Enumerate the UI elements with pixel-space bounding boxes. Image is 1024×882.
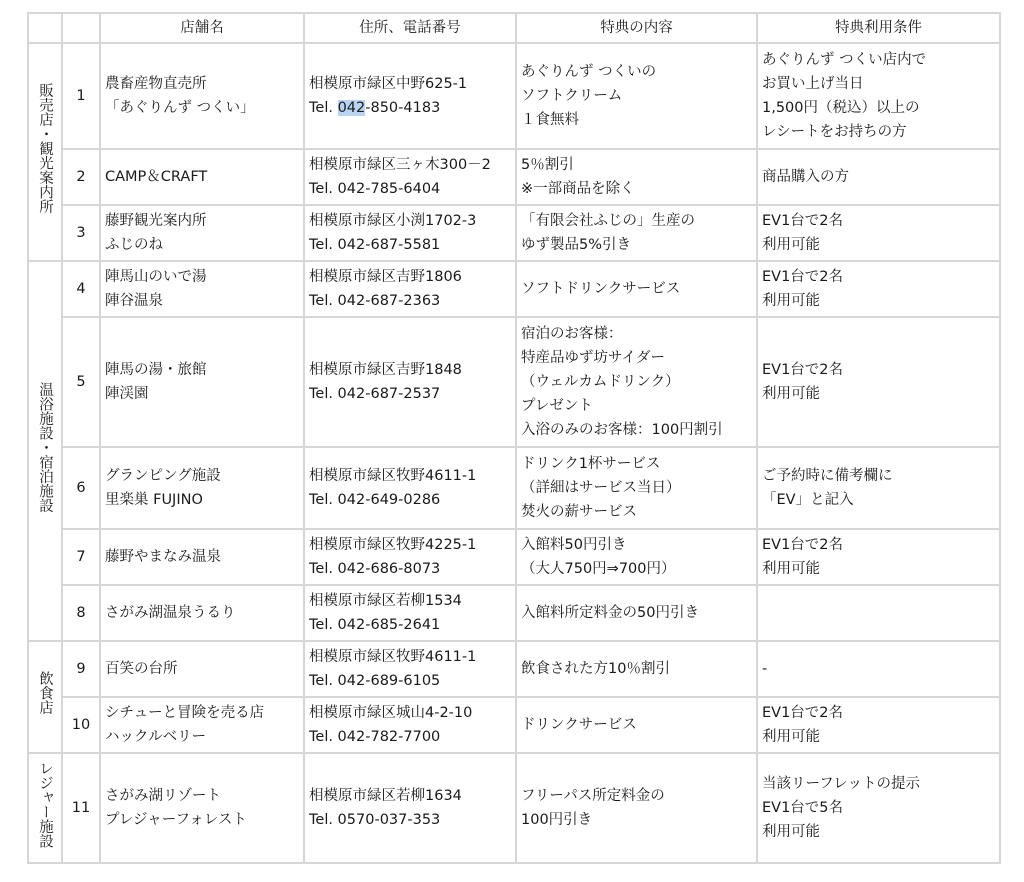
table-row [28, 753, 1000, 863]
phone-text: Tel. 0570-037-353 [309, 812, 441, 828]
conditions-cell [757, 753, 1000, 863]
address-text: 相模原市緑区吉野1806 [309, 269, 462, 285]
conditions-cell [757, 447, 1000, 529]
address-phone-cell [304, 641, 516, 697]
benefit-line: １食無料 [521, 112, 579, 128]
store-name-line: 「あぐりんず つくい」 [105, 100, 255, 116]
category-cell [28, 261, 62, 641]
store-name-cell [100, 641, 304, 697]
benefit-line: フリーパス所定料金の [521, 788, 665, 804]
row-number: 3 [62, 205, 100, 261]
benefit-line: 入館料50円引き [521, 537, 627, 553]
benefit-cell [516, 641, 757, 697]
store-name-line: グランピング施設 [105, 468, 221, 484]
benefit-line: 入浴のみのお客様：100円割引 [521, 422, 723, 438]
address-text: 相模原市緑区若柳1634 [309, 788, 462, 804]
benefit-line: 飲食された方10％割引 [521, 661, 670, 677]
benefit-line: 100円引き [521, 812, 593, 828]
table-row [28, 641, 1000, 697]
store-name-line: 陣馬の湯・旅館 [105, 362, 207, 378]
benefit-cell [516, 261, 757, 317]
phone-text: Tel. 042-649-0286 [309, 492, 441, 508]
benefit-line: プレゼント [521, 398, 593, 414]
store-name-line: 陣渓園 [105, 386, 149, 402]
row-number: 6 [62, 447, 100, 529]
store-name-line: 陣馬山のいで湯 [105, 269, 207, 285]
phone-text: Tel. 042-689-6105 [309, 673, 441, 689]
benefit-line: 特産品ゆず坊サイダー [521, 350, 665, 366]
store-name-cell [100, 43, 304, 149]
conditions-cell [757, 585, 1000, 641]
table-row [28, 43, 1000, 149]
conditions-cell [757, 205, 1000, 261]
table-row [28, 261, 1000, 317]
benefit-line: ドリンクサービス [521, 717, 637, 733]
phone-text: Tel. 042-782-7700 [309, 729, 441, 745]
phone-rest: -850-4183 [365, 100, 441, 116]
conditions-cell [757, 697, 1000, 753]
conditions-cell [757, 641, 1000, 697]
row-number: 1 [62, 43, 100, 149]
conditions-line: 利用可能 [762, 386, 820, 402]
table-row [28, 697, 1000, 753]
store-name-line: 百笑の台所 [105, 661, 178, 677]
table-row [28, 447, 1000, 529]
header-conditions: 特典利用条件 [757, 13, 1000, 43]
benefit-cell [516, 585, 757, 641]
conditions-line: 当該リーフレットの提示 [762, 776, 921, 792]
table-row [28, 529, 1000, 585]
header-address-phone: 住所、電話番号 [304, 13, 516, 43]
address-text: 相模原市緑区牧野4225-1 [309, 537, 477, 553]
phone-selected-text: 042 [337, 100, 366, 116]
conditions-line: EV1台で2名 [762, 705, 844, 721]
address-phone-cell [304, 205, 516, 261]
category-label: 温浴施設・宿泊施設 [37, 381, 53, 513]
conditions-line: - [762, 661, 768, 677]
conditions-line: 利用可能 [762, 561, 820, 577]
conditions-cell [757, 43, 1000, 149]
conditions-line: 利用可能 [762, 237, 820, 253]
conditions-cell [757, 317, 1000, 447]
store-name-cell [100, 529, 304, 585]
address-phone-cell [304, 261, 516, 317]
conditions-line: EV1台で2名 [762, 269, 844, 285]
address-phone-cell [304, 529, 516, 585]
benefit-line: 5％割引 [521, 157, 574, 173]
benefit-cell [516, 753, 757, 863]
table-row [28, 205, 1000, 261]
address-text: 相模原市緑区小渕1702-3 [309, 213, 477, 229]
store-name-line: CAMP＆CRAFT [105, 169, 208, 185]
category-cell [28, 753, 62, 863]
store-name-line: プレジャーフォレスト [105, 812, 247, 828]
header-row [28, 13, 1000, 43]
benefits-table [27, 12, 1001, 864]
phone-text: Tel. 042-687-5581 [309, 237, 441, 253]
phone-text: Tel. 042-785-6404 [309, 181, 441, 197]
benefit-line: （ウェルカムドリンク） [521, 374, 680, 390]
conditions-line: 利用可能 [762, 293, 820, 309]
store-name-line: さがみ湖温泉うるり [105, 605, 236, 621]
benefit-line: 宿泊のお客様： [521, 326, 623, 342]
address-phone-cell [304, 753, 516, 863]
conditions-line: 「EV」と記入 [762, 492, 854, 508]
row-number: 2 [62, 149, 100, 205]
conditions-line: レシートをお持ちの方 [762, 124, 907, 140]
benefit-line: ソフトクリーム [521, 88, 623, 104]
address-text: 相模原市緑区吉野1848 [309, 362, 462, 378]
store-name-line: ハックルベリー [105, 729, 207, 745]
conditions-cell [757, 149, 1000, 205]
store-name-line: 藤野観光案内所 [105, 213, 207, 229]
benefit-line: ドリンク1杯サービス [521, 456, 661, 472]
header-number [62, 13, 100, 43]
store-name-cell [100, 585, 304, 641]
table-row [28, 317, 1000, 447]
row-number: 8 [62, 585, 100, 641]
address-text: 相模原市緑区中野625-1 [309, 76, 468, 92]
category-cell [28, 641, 62, 753]
header-store-name: 店舗名 [100, 13, 304, 43]
address-text: 相模原市緑区牧野4611-1 [309, 468, 477, 484]
phone-text: Tel. 042-685-2641 [309, 617, 441, 633]
row-number: 9 [62, 641, 100, 697]
phone-prefix: Tel. [309, 100, 338, 116]
benefit-cell [516, 447, 757, 529]
store-name-cell [100, 753, 304, 863]
benefit-line: ソフトドリンクサービス [521, 281, 681, 297]
store-name-line: シチューと冒険を売る店 [105, 705, 265, 721]
address-phone-cell [304, 447, 516, 529]
phone-text: Tel. 042-687-2363 [309, 293, 441, 309]
conditions-line: 利用可能 [762, 824, 820, 840]
conditions-cell [757, 261, 1000, 317]
table-row [28, 585, 1000, 641]
benefit-cell [516, 529, 757, 585]
row-number: 7 [62, 529, 100, 585]
conditions-line: お買い上げ当日 [762, 76, 864, 92]
store-name-line: さがみ湖リゾート [105, 788, 221, 804]
table-body [28, 43, 1000, 863]
category-cell [28, 43, 62, 261]
store-name-cell [100, 149, 304, 205]
category-label: レジャー施設 [37, 760, 53, 848]
header-category [28, 13, 62, 43]
benefit-line: ※一部商品を除く [521, 181, 635, 197]
store-name-line: 藤野やまなみ温泉 [105, 549, 221, 565]
benefit-cell [516, 43, 757, 149]
benefit-cell [516, 149, 757, 205]
address-text: 相模原市緑区三ヶ木300－2 [309, 157, 491, 173]
store-name-line: 陣谷温泉 [105, 293, 163, 309]
address-phone-cell [304, 43, 516, 149]
conditions-line: あぐりんず つくい店内で [762, 52, 927, 68]
store-name-cell [100, 447, 304, 529]
address-phone-cell [304, 149, 516, 205]
benefit-line: 入館料所定料金の50円引き [521, 605, 699, 621]
conditions-line: 1,500円（税込）以上の [762, 100, 920, 116]
benefit-cell [516, 697, 757, 753]
store-name-line: 農畜産物直売所 [105, 76, 207, 92]
benefit-line: ゆず製品5%引き [521, 237, 632, 253]
store-name-cell [100, 697, 304, 753]
conditions-cell [757, 529, 1000, 585]
row-number: 5 [62, 317, 100, 447]
conditions-line: EV1台で2名 [762, 362, 844, 378]
phone-text [309, 96, 511, 120]
category-label: 販売店・観光案内所 [37, 82, 53, 214]
benefit-line: （大人750円⇒700円） [521, 561, 676, 577]
benefit-line: あぐりんず つくいの [521, 64, 657, 80]
row-number: 10 [62, 697, 100, 753]
address-phone-cell [304, 317, 516, 447]
benefit-cell [516, 205, 757, 261]
conditions-line: EV1台で5名 [762, 800, 844, 816]
address-text: 相模原市緑区若柳1534 [309, 593, 462, 609]
conditions-line: EV1台で2名 [762, 213, 844, 229]
address-text: 相模原市緑区牧野4611-1 [309, 649, 477, 665]
store-name-cell [100, 205, 304, 261]
conditions-line: 利用可能 [762, 729, 820, 745]
store-name-cell [100, 317, 304, 447]
row-number: 4 [62, 261, 100, 317]
address-phone-cell [304, 585, 516, 641]
address-phone-cell [304, 697, 516, 753]
category-label: 飲食店 [37, 671, 53, 715]
store-name-line: ふじのね [105, 237, 163, 253]
benefit-line: 焚火の薪サービス [521, 504, 637, 520]
store-name-cell [100, 261, 304, 317]
conditions-line: ご予約時に備考欄に [762, 468, 893, 484]
benefit-line: 「有限会社ふじの」生産の [521, 213, 695, 229]
address-text: 相模原市緑区城山4-2-10 [309, 705, 473, 721]
benefit-cell [516, 317, 757, 447]
benefit-line: （詳細はサービス当日） [521, 480, 681, 496]
store-name-line: 里楽巣 FUJINO [105, 492, 203, 508]
phone-text: Tel. 042-686-8073 [309, 561, 441, 577]
header-benefit: 特典の内容 [516, 13, 757, 43]
conditions-line: EV1台で2名 [762, 537, 844, 553]
table-row [28, 149, 1000, 205]
conditions-line: 商品購入の方 [762, 169, 849, 185]
phone-text: Tel. 042-687-2537 [309, 386, 441, 402]
row-number: 11 [62, 753, 100, 863]
